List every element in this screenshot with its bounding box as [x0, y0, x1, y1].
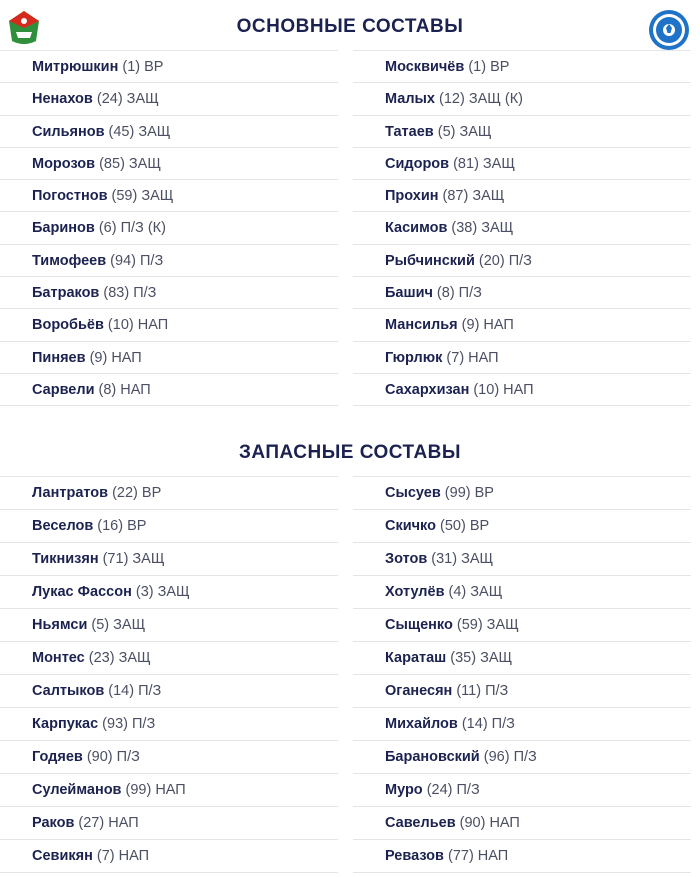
player-number-position: (59) ЗАЩ	[452, 617, 519, 633]
player-number-position: (35) ЗАЩ	[446, 650, 513, 666]
player-number-position: (1) ВР	[118, 59, 164, 75]
player-number-position: (20) П/З	[474, 252, 532, 269]
player-name: Погостнов	[32, 188, 108, 205]
player-name: Монтес	[32, 650, 85, 666]
player-number-position: (31) ЗАЩ	[427, 551, 494, 567]
player-number-position: (1) ВР	[464, 59, 510, 75]
player-row	[0, 543, 338, 576]
player-number-position: (16) ВР	[93, 518, 147, 534]
player-name: Лукас Фассон	[32, 584, 132, 600]
player-name: Карпукас	[32, 716, 99, 732]
player-row	[0, 510, 338, 543]
player-number-position: (27) НАП	[74, 815, 139, 831]
player-name: Муро	[385, 782, 423, 798]
player-name: Мансилья	[385, 317, 458, 334]
player-name: Сахархизан	[385, 381, 470, 398]
player-name: Лантратов	[32, 485, 109, 501]
player-row	[0, 180, 338, 212]
player-row	[0, 807, 338, 840]
player-number-position: (96) П/З	[479, 749, 537, 765]
player-row	[353, 609, 691, 642]
player-row	[0, 840, 338, 873]
player-name: Хотулёв	[385, 584, 445, 600]
away-team-logo-icon	[647, 8, 691, 52]
player-row	[353, 374, 691, 406]
player-number-position: (99) НАП	[121, 782, 186, 798]
player-row	[353, 708, 691, 741]
player-name: Оганесян	[385, 683, 453, 699]
player-name: Барановский	[385, 749, 480, 765]
player-number-position: (4) ЗАЩ	[444, 584, 503, 600]
player-name: Сыщенко	[385, 617, 453, 633]
player-name: Сулейманов	[32, 782, 122, 798]
player-name: Сысуев	[385, 485, 441, 501]
player-number-position: (24) ЗАЩ	[92, 91, 159, 108]
player-row	[353, 148, 691, 180]
player-number-position: (7) НАП	[92, 848, 150, 864]
player-name: Караташ	[385, 650, 447, 666]
player-number-position: (7) НАП	[442, 349, 499, 366]
player-number-position: (90) НАП	[455, 815, 520, 831]
player-row	[353, 774, 691, 807]
player-row	[353, 807, 691, 840]
player-name: Тикнизян	[32, 551, 99, 567]
home-starting-list	[0, 50, 338, 406]
player-row	[353, 277, 691, 309]
player-number-position: (14) П/З	[457, 716, 515, 732]
player-row	[0, 642, 338, 675]
player-row	[0, 774, 338, 807]
player-row	[353, 83, 691, 115]
player-name: Малых	[385, 91, 435, 108]
player-row	[353, 309, 691, 341]
player-number-position: (93) П/З	[98, 716, 156, 732]
player-row	[353, 51, 691, 83]
player-name: Татаев	[385, 123, 434, 140]
player-name: Морозов	[32, 155, 96, 172]
player-row	[0, 245, 338, 277]
player-number-position: (59) ЗАЩ	[107, 188, 174, 205]
player-name: Гюрлюк	[385, 349, 443, 366]
player-row	[0, 51, 338, 83]
player-number-position: (81) ЗАЩ	[449, 155, 515, 172]
player-name: Савельев	[385, 815, 456, 831]
player-row	[353, 510, 691, 543]
player-name: Тимофеев	[32, 252, 107, 269]
player-name: Башич	[385, 285, 433, 302]
player-number-position: (5) ЗАЩ	[87, 617, 146, 633]
player-number-position: (24) П/З	[422, 782, 480, 798]
player-row	[0, 309, 338, 341]
player-number-position: (23) ЗАЩ	[84, 650, 151, 666]
player-row	[353, 212, 691, 244]
player-row	[0, 83, 338, 115]
player-number-position: (22) ВР	[108, 485, 162, 501]
player-number-position: (38) ЗАЩ	[447, 220, 514, 237]
player-number-position: (12) ЗАЩ (К)	[434, 91, 523, 108]
player-number-position: (71) ЗАЩ	[98, 551, 165, 567]
player-row	[0, 576, 338, 609]
player-name: Воробьёв	[32, 317, 104, 334]
player-row	[353, 642, 691, 675]
player-row	[0, 342, 338, 374]
player-row	[0, 708, 338, 741]
player-name: Прохин	[385, 188, 439, 205]
player-row	[353, 543, 691, 576]
player-number-position: (3) ЗАЩ	[131, 584, 190, 600]
player-name: Батраков	[32, 285, 100, 302]
player-number-position: (10) НАП	[103, 317, 169, 334]
substitutes-title: ЗАПАСНЫЕ СОСТАВЫ	[238, 442, 461, 463]
player-row	[0, 116, 338, 148]
player-row	[0, 741, 338, 774]
player-name: Раков	[32, 815, 75, 831]
player-row	[353, 342, 691, 374]
player-row	[353, 116, 691, 148]
player-name: Михайлов	[385, 716, 458, 732]
player-name: Москвичёв	[385, 59, 465, 75]
player-number-position: (14) П/З	[104, 683, 162, 699]
player-name: Баринов	[32, 220, 95, 237]
player-row	[353, 741, 691, 774]
player-row	[353, 245, 691, 277]
player-number-position: (77) НАП	[443, 848, 509, 864]
player-name: Ревазов	[385, 848, 444, 864]
player-number-position: (50) ВР	[435, 518, 490, 534]
player-number-position: (90) П/З	[82, 749, 140, 765]
player-name: Пиняев	[32, 349, 86, 366]
player-row	[0, 609, 338, 642]
player-number-position: (87) ЗАЩ	[438, 188, 505, 205]
player-number-position: (10) НАП	[469, 381, 534, 398]
player-name: Сарвели	[32, 381, 95, 398]
player-name: Митрюшкин	[32, 59, 119, 75]
player-number-position: (11) П/З	[452, 683, 509, 699]
player-number-position: (94) П/З	[106, 252, 164, 269]
player-name: Севикян	[32, 848, 93, 864]
player-name: Салтыков	[32, 683, 105, 699]
player-row	[0, 148, 338, 180]
player-row	[0, 374, 338, 406]
player-name: Годяев	[32, 749, 83, 765]
starting-lineups-title: ОСНОВНЫЕ СОСТАВЫ	[236, 16, 464, 37]
player-row	[353, 840, 691, 873]
player-name: Скичко	[385, 518, 436, 534]
player-name: Ньямси	[32, 617, 88, 633]
player-row	[0, 277, 338, 309]
home-substitutes-list	[0, 476, 338, 873]
away-substitutes-list	[353, 476, 691, 873]
player-number-position: (83) П/З	[99, 285, 157, 302]
player-name: Зотов	[385, 551, 428, 567]
player-row	[0, 477, 338, 510]
player-number-position: (85) ЗАЩ	[95, 155, 161, 172]
player-row	[353, 576, 691, 609]
player-name: Касимов	[385, 220, 448, 237]
player-name: Ненахов	[32, 91, 93, 108]
player-name: Веселов	[32, 518, 94, 534]
player-row	[353, 675, 691, 708]
player-name: Рыбчинский	[385, 252, 475, 269]
player-number-position: (5) ЗАЩ	[433, 123, 492, 140]
away-starting-list	[353, 50, 691, 406]
player-row	[353, 180, 691, 212]
player-name: Сидоров	[385, 155, 450, 172]
player-number-position: (8) П/З	[432, 285, 482, 302]
player-number-position: (6) П/З (К)	[94, 220, 166, 237]
player-row	[0, 675, 338, 708]
player-row	[0, 212, 338, 244]
player-number-position: (99) ВР	[440, 485, 494, 501]
player-number-position: (9) НАП	[85, 349, 142, 366]
player-number-position: (9) НАП	[457, 317, 514, 334]
player-name: Сильянов	[32, 123, 105, 140]
player-number-position: (8) НАП	[94, 381, 151, 398]
player-number-position: (45) ЗАЩ	[104, 123, 171, 140]
player-row	[353, 477, 691, 510]
